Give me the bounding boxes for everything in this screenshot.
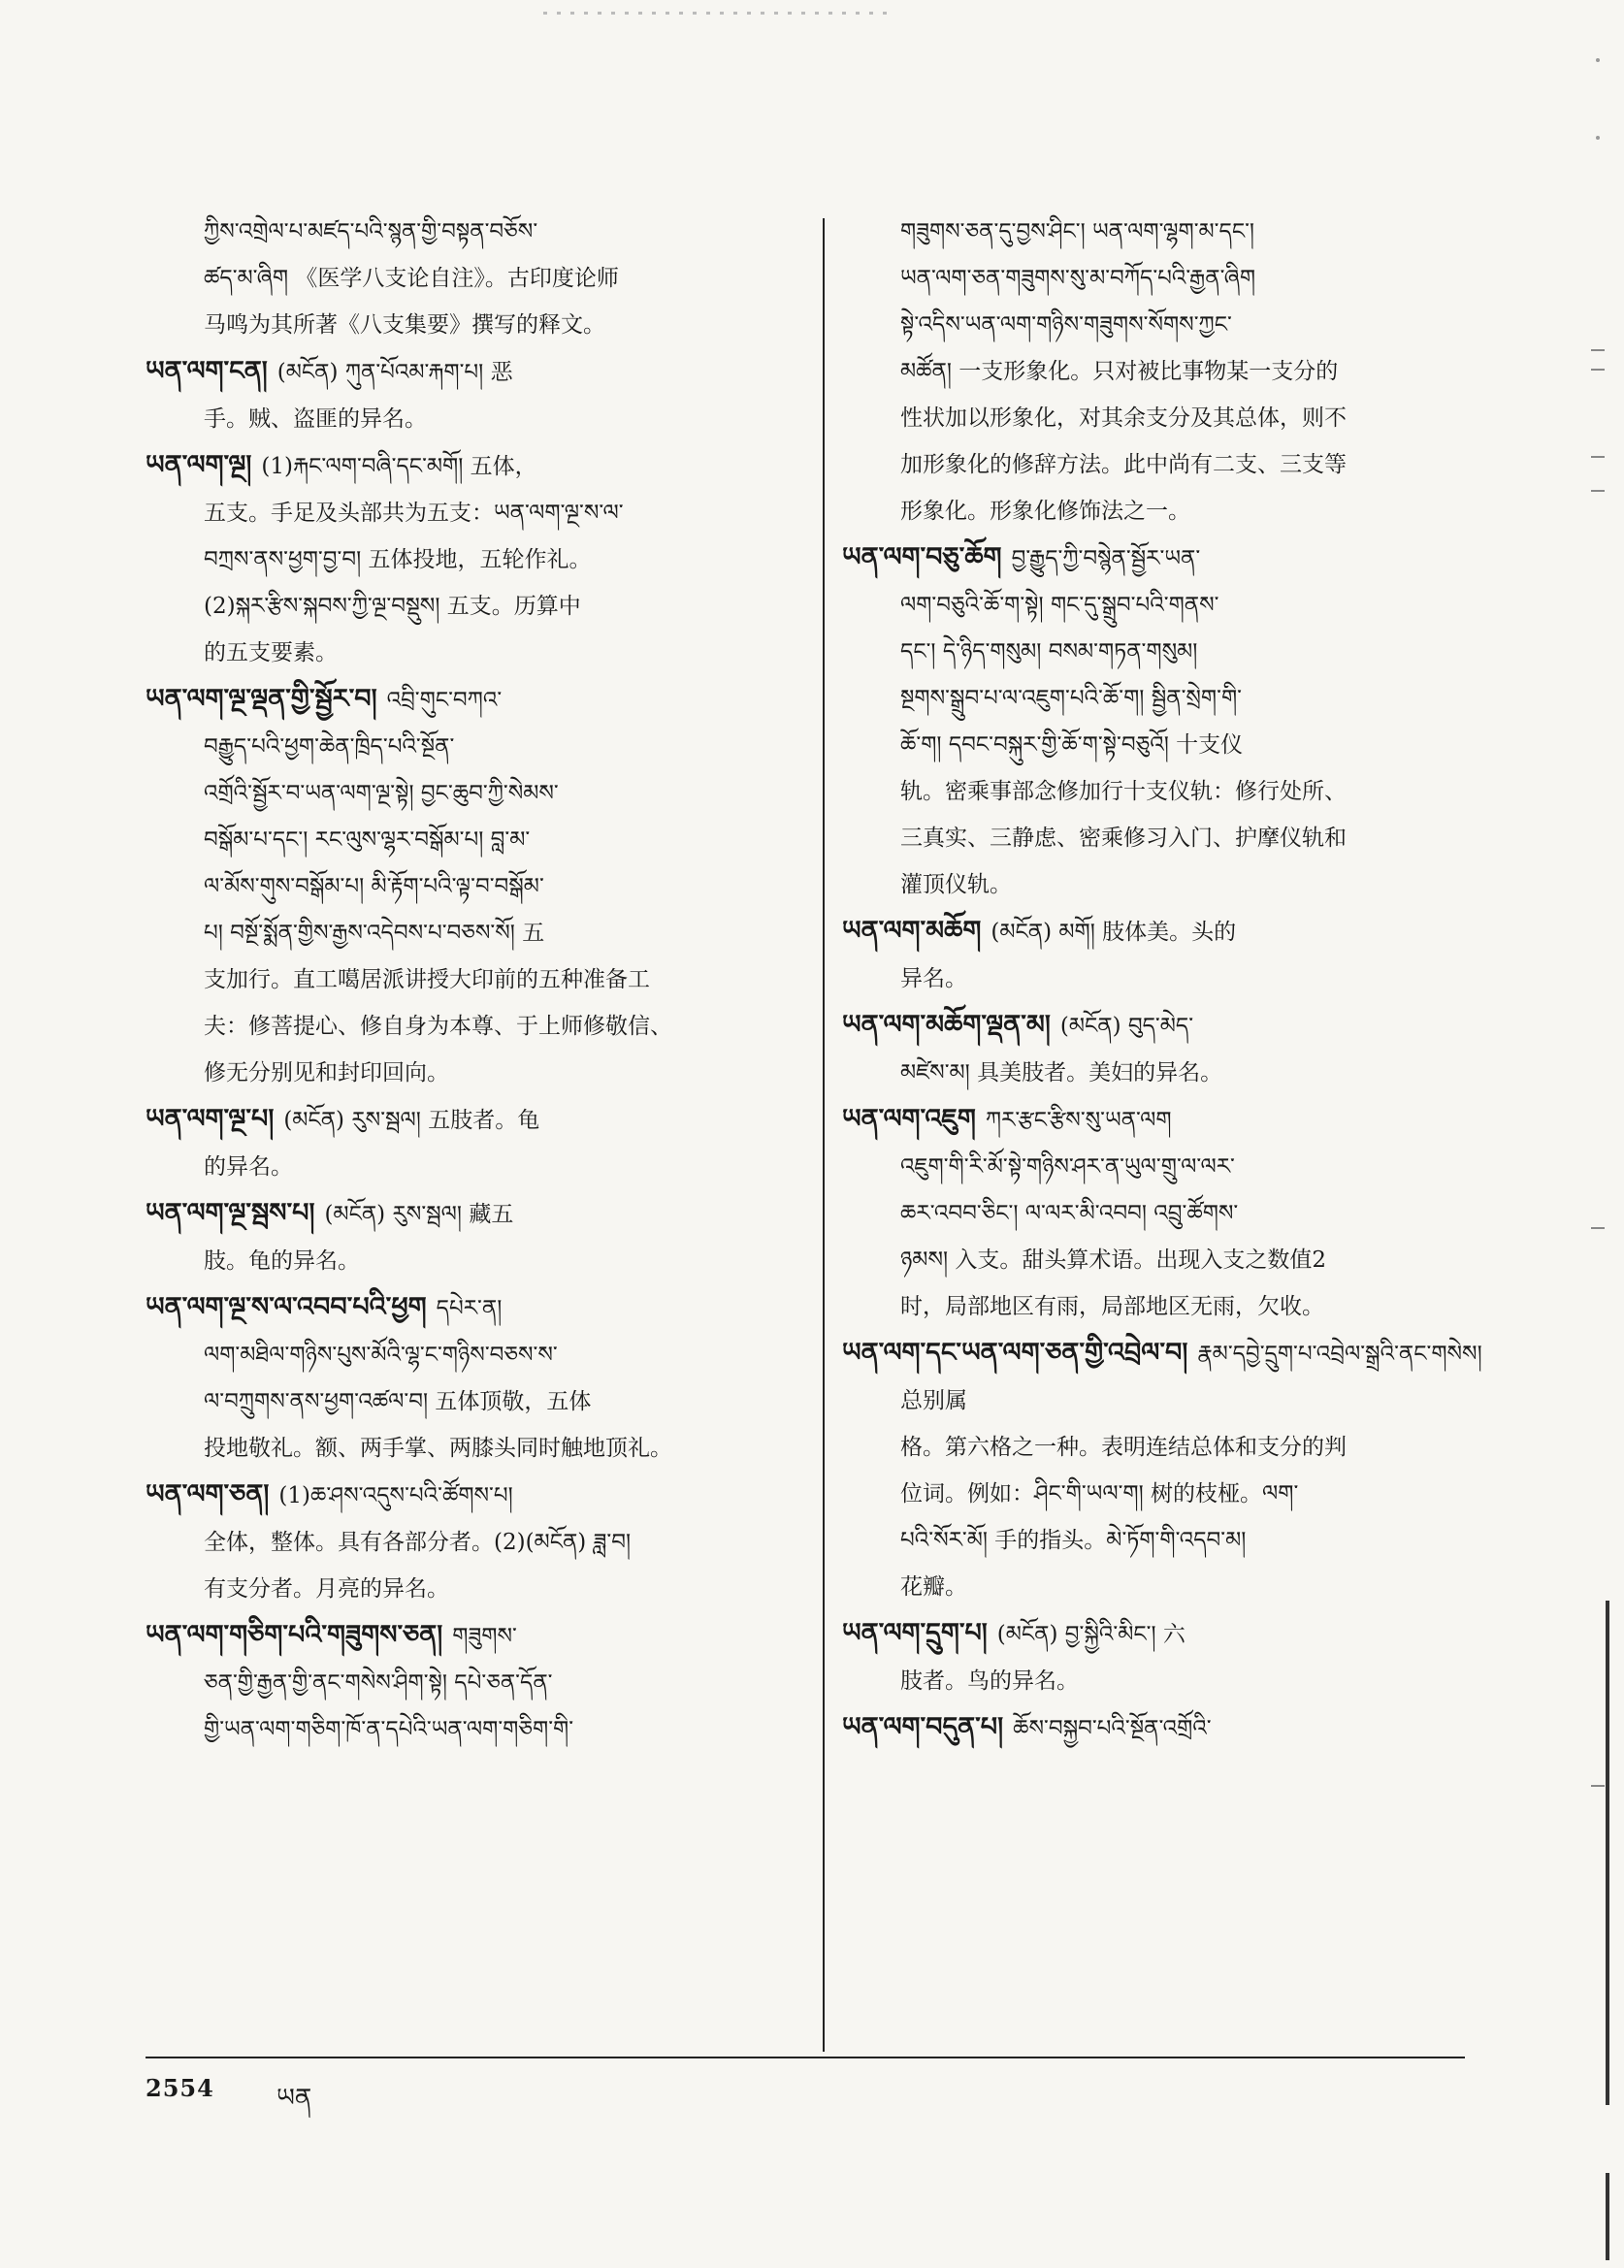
definition-text: པ། བསྔོ་སྨོན་གྱིས་རྒྱས་འདེབས་པ་བཅས་སོ། 五	[204, 921, 545, 946]
dictionary-entry	[842, 1704, 1487, 1752]
definition-text: འགྲོའི་སྦྱོར་བ་ཡན་ལག་ལྔ་སྟེ། བྱང་ཆུབ་ཀྱི་སེམས་	[204, 781, 559, 806]
definition-text: 花瓣。	[900, 1574, 967, 1600]
definition-text: 加形象化的修辞方法。此中尚有二支、三支等	[900, 452, 1347, 477]
entry-line	[900, 488, 1487, 535]
definition-text: 夫：修菩提心、修自身为本尊、于上师修敬信、	[204, 1014, 672, 1039]
definition-text: 马鸣为其所著《八支集要》撰写的释文。	[204, 312, 605, 338]
dictionary-entry	[146, 1284, 805, 1472]
definition-text: བྱ་རྒྱུད་ཀྱི་བསྙེན་སྦྱོར་ཡན་	[1011, 546, 1201, 571]
entry-line	[146, 1190, 805, 1238]
scan-dot	[1596, 136, 1600, 140]
dictionary-entry	[146, 1612, 805, 1753]
entry-line	[146, 348, 805, 396]
entry-line	[204, 956, 805, 1003]
headword: ཡན་ལག་ལྔ་ལྡན་གྱི་སྦྱོར་བ།	[146, 684, 377, 714]
definition-text: ཉམས། 入支。甜头算术语。出现入支之数值2	[900, 1247, 1327, 1273]
definition-text: ཆར་འབབ་ཅིང་། ལ་ལར་མི་འབབ། འབྲུ་ཚོགས་	[900, 1201, 1239, 1226]
dictionary-entry	[842, 908, 1487, 1002]
definition-text: 形象化。形象化修饰法之一。	[900, 499, 1190, 524]
definition-text: ལག་བཅུའི་ཆོ་ག་སྟེ། གང་དུ་སྒྲུབ་པའི་གནས་	[900, 593, 1219, 618]
definition-text: 肢者。鸟的异名。	[900, 1669, 1079, 1694]
scan-dot	[1596, 58, 1600, 62]
definition-text: གྱི་ཡན་ལག་གཅིག་ཁོ་ན་དཔེའི་ཡན་ལག་གཅིག་གི་	[204, 1717, 574, 1742]
entry-line	[204, 255, 805, 302]
definition-text: མཚོན། 一支形象化。只对被比事物某一支分的	[900, 359, 1339, 384]
entry-line	[204, 1050, 805, 1096]
entry-line	[900, 1144, 1487, 1190]
edge-tick	[1591, 490, 1605, 492]
entry-line	[900, 582, 1487, 629]
entry-line	[204, 1566, 805, 1612]
headword: ཡན་ལག་དང་ཡན་ལག་ཅན་གྱི་འབྲེལ་བ།	[842, 1338, 1188, 1368]
definition-text: འབྲི་གུང་བཀའ་	[386, 688, 503, 713]
entry-line	[900, 1050, 1487, 1096]
entry-line	[900, 1658, 1487, 1704]
entry-line	[204, 630, 805, 676]
entry-line	[204, 1144, 805, 1190]
definition-text: སྔགས་སྒྲུབ་པ་ལ་འཇུག་པའི་ཆོ་ག། སྦྱིན་སྲེག་གི་	[900, 686, 1242, 711]
entry-line	[900, 1424, 1487, 1471]
definition-text: པའི་སོར་མོ། 手的指头。མེ་ཏོག་གི་འདབ་མ།	[900, 1528, 1247, 1553]
definition-text: 轨。密乘事部念修加行十支仪轨：修行处所、	[900, 779, 1347, 804]
entry-line	[204, 724, 805, 770]
definition-text: 格。第六格之一种。表明连结总体和支分的判	[900, 1435, 1347, 1460]
definition-text: 位词。例如：ཤིང་གི་ཡལ་ག། 树的枝桠。ལག་	[900, 1481, 1299, 1507]
definition-text: བཀྲས་ནས་ཕྱག་བྱ་བ། 五体投地，五轮作礼。	[204, 547, 592, 572]
entry-line	[204, 863, 805, 910]
definition-text: ཆོས་བསྐྱབ་པའི་སྔོན་འགྲོའི་	[1013, 1716, 1212, 1741]
definition-text: 修无分别见和封印回向。	[204, 1060, 449, 1085]
definition-text: 五支。手足及头部共为五支：ཡན་ལག་ལྔ་ས་ལ་	[204, 501, 624, 526]
entry-line	[146, 1612, 805, 1660]
definition-text: གཟུགས་	[452, 1624, 517, 1649]
dictionary-entry	[146, 1190, 805, 1284]
entry-line	[146, 442, 805, 490]
entry-line	[842, 1330, 1487, 1424]
dictionary-entry	[842, 1330, 1487, 1610]
definition-text: 投地敬礼。额、两手掌、两膝头同时触地顶礼。	[204, 1436, 672, 1461]
footer-rule	[146, 2057, 1465, 2058]
definition-text: 异名。	[900, 966, 967, 991]
entry-continuation	[146, 209, 805, 348]
definition-text: 肢。龟的异名。	[204, 1248, 360, 1274]
entry-line	[900, 1283, 1487, 1330]
definition-text: 手。贼、盗匪的异名。	[204, 406, 427, 432]
entry-line	[146, 676, 805, 724]
entry-line	[204, 1519, 805, 1566]
entry-line	[146, 1096, 805, 1144]
entry-line	[204, 770, 805, 817]
entry-continuation	[842, 209, 1487, 535]
definition-text: 支加行。直工噶居派讲授大印前的五种准备工	[204, 967, 650, 992]
headword: ཡན་ལག་མཆོག་ལྡན་མ།	[842, 1010, 1051, 1040]
definition-text: ཀར་རྩང་རྩིས་སུ་ཡན་ལག	[985, 1108, 1172, 1133]
definition-text: (མངོན) མགོ། 肢体美。头的	[991, 920, 1237, 945]
entry-line	[900, 1471, 1487, 1517]
definition-text: (མངོན) བུད་མེད་	[1059, 1014, 1194, 1039]
definition-text: (1)ཆ་ཤས་འདུས་པའི་ཚོགས་པ།	[278, 1483, 513, 1508]
edge-tick	[1591, 1227, 1605, 1229]
entry-line	[900, 722, 1487, 768]
entry-line	[842, 1610, 1487, 1658]
edge-tick	[1591, 1785, 1605, 1787]
entry-line	[900, 441, 1487, 488]
dictionary-entry	[842, 1002, 1487, 1096]
definition-text: 的异名。	[204, 1154, 293, 1180]
entry-line	[204, 209, 805, 255]
definition-text: (མངོན) རུས་སྦལ། 五肢者。龟	[283, 1108, 540, 1133]
dictionary-entry	[146, 442, 805, 676]
definition-text: (མངོན) ཀུན་པོའམ་རྐག་པ། 恶	[276, 360, 513, 385]
entry-line	[900, 815, 1487, 861]
entry-line	[900, 1190, 1487, 1237]
entry-line	[900, 629, 1487, 675]
binding-edge-bar	[1606, 1601, 1609, 2105]
entry-line	[842, 1704, 1487, 1752]
entry-line	[204, 910, 805, 956]
definition-text: (2)སྐར་རྩིས་སྐབས་ཀྱི་ལྔ་བསྡུས། 五支。历算中	[204, 594, 581, 619]
definition-text: གཟུགས་ཅན་དུ་བྱས་ཤིང་། ཡན་ལག་ལྷག་མ་དང་།	[900, 219, 1255, 244]
entry-line	[900, 768, 1487, 815]
definition-text: སྟེ་འདིས་ཡན་ལག་གཉིས་གཟུགས་སོགས་ཀྱང་	[900, 312, 1232, 338]
definition-text: 时，局部地区有雨，局部地区无雨，欠收。	[900, 1294, 1324, 1319]
entry-line	[900, 675, 1487, 722]
headword: ཡན་ལག་བཅུ་ཆོག	[842, 542, 1002, 572]
dictionary-entry	[146, 348, 805, 442]
definition-text: ཡན་ལག་ཅན་གཟུགས་སུ་མ་བཀོད་པའི་རྒྱན་ཞིག	[900, 266, 1256, 291]
headword: ཡན་ལག་བདུན་པ།	[842, 1712, 1004, 1742]
definition-text: འཇུག་གི་རི་མོ་སྟེ་གཉིས་ཤར་ན་ཡུལ་གྲུ་ལ་ལར་	[900, 1154, 1235, 1180]
right-column	[842, 209, 1487, 1752]
headword: ཡན་ལག་ལྔ་ས་ལ་འབབ་པའི་ཕྱག	[146, 1292, 427, 1322]
entry-line	[842, 1002, 1487, 1050]
entry-line	[204, 490, 805, 536]
definition-text: 灌顶仪轨。	[900, 872, 1012, 897]
entry-line	[900, 1564, 1487, 1610]
entry-line	[146, 1472, 805, 1519]
entry-line	[842, 908, 1487, 956]
definition-text: ཚད་མ་ཞིག 《医学八支论自注》。古印度论师	[204, 266, 619, 291]
headword: ཡན་ལག་ལྔ།	[146, 450, 252, 480]
page-number: 2554	[146, 2074, 214, 2102]
definition-text: ཀྱིས་འགྲེལ་པ་མཛད་པའི་སྙན་གྱི་བསྟན་བཅོས་	[204, 219, 538, 244]
edge-tick	[1591, 369, 1605, 371]
dictionary-entry	[842, 1610, 1487, 1704]
definition-text: རྣམ་དབྱེ་དྲུག་པ་འབྲེལ་སྒྲའི་ནང་གསེས། 总别属	[900, 1342, 1482, 1413]
headword: ཡན་ལག་འཇུག	[842, 1104, 976, 1134]
definition-text: (1)རྐང་ལག་བཞི་དང་མགོ། 五体，	[261, 454, 537, 479]
definition-text: (མངོན) རུས་སྦལ། 藏五	[324, 1202, 514, 1227]
headword: ཡན་ལག་ལྔ་སྦས་པ།	[146, 1198, 315, 1228]
entry-line	[146, 1284, 805, 1332]
headword: ཡན་ལག་ཅན།	[146, 1479, 270, 1509]
definition-text: དཔེར་ན།	[436, 1296, 503, 1321]
entry-line	[900, 1237, 1487, 1283]
definition-text: 三真实、三静虑、密乘修习入门、护摩仪轨和	[900, 826, 1347, 851]
running-headword: ཡན	[276, 2084, 312, 2113]
headword: ཡན་ལག་གཅིག་པའི་གཟུགས་ཅན།	[146, 1620, 443, 1650]
definition-text: 全体，整体。具有各部分者。(2)(མངོན) ཟླ་བ།	[204, 1530, 632, 1555]
entry-line	[900, 255, 1487, 302]
entry-line	[900, 395, 1487, 441]
entry-line	[204, 1425, 805, 1472]
headword: ཡན་ལག་ངན།	[146, 356, 268, 386]
dictionary-entry	[146, 676, 805, 1096]
binding-edge-bar	[1606, 2173, 1609, 2260]
definition-text: 性状加以形象化，对其余支分及其总体，则不	[900, 405, 1347, 431]
dictionary-entry	[842, 535, 1487, 908]
entry-line	[900, 1517, 1487, 1564]
headword: ཡན་ལག་ལྔ་པ།	[146, 1104, 275, 1134]
entry-line	[204, 1660, 805, 1706]
entry-line	[842, 1096, 1487, 1144]
entry-line	[204, 1332, 805, 1378]
entry-line	[842, 535, 1487, 582]
dictionary-entry	[146, 1096, 805, 1190]
definition-text: 的五支要素。	[204, 640, 338, 665]
definition-text: བསྒོམ་པ་དང་། རང་ལུས་ལྷར་བསྒོམ་པ། བླ་མ་	[204, 827, 531, 853]
entry-line	[204, 817, 805, 863]
entry-line	[204, 583, 805, 630]
headword: ཡན་ལག་དྲུག་པ།	[842, 1618, 988, 1648]
entry-line	[204, 1003, 805, 1050]
definition-text: བརྒྱུད་པའི་ཕྱག་ཆེན་ཁྲིད་པའི་སྔོན་	[204, 734, 455, 760]
definition-text: ཆོ་ག། དབང་བསྐུར་གྱི་ཆོ་ག་སྟེ་བཅུའོ། 十支仪	[900, 732, 1244, 758]
entry-line	[204, 396, 805, 442]
entry-line	[204, 536, 805, 583]
definition-text: 有支分者。月亮的异名。	[204, 1576, 449, 1602]
entry-line	[900, 302, 1487, 348]
edge-tick	[1591, 349, 1605, 351]
left-column	[146, 209, 805, 1753]
entry-line	[204, 1706, 805, 1753]
dictionary-entry	[146, 1472, 805, 1612]
definition-text: ལ་བཀྲུགས་ནས་ཕྱག་འཚལ་བ། 五体顶敬，五体	[204, 1389, 592, 1414]
definition-text: དང་། དེ་ཉིད་གསུམ། བསམ་གཏན་གསུམ།	[900, 639, 1198, 664]
scan-top-dots	[543, 12, 893, 15]
entry-line	[900, 956, 1487, 1002]
entry-line	[900, 861, 1487, 908]
definition-text: ལ་མོས་གུས་བསྒོམ་པ། མི་རྟོག་པའི་ལྟ་བ་བསྒོམ་	[204, 874, 544, 899]
entry-line	[900, 348, 1487, 395]
edge-tick	[1591, 456, 1605, 458]
definition-text: ལག་མཐིལ་གཉིས་པུས་མོའི་ལྷ་ང་གཉིས་བཅས་ས་	[204, 1343, 558, 1368]
column-divider	[823, 218, 825, 2052]
entry-line	[204, 302, 805, 348]
dictionary-entry	[842, 1096, 1487, 1330]
entry-line	[204, 1378, 805, 1425]
definition-text: (མངོན) བྱ་སྐྱིའི་མིང་། 六	[996, 1622, 1186, 1647]
entry-line	[900, 209, 1487, 255]
definition-text: ཅན་གྱི་རྒྱན་གྱི་ནང་གསེས་ཤིག་སྟེ། དཔེ་ཅན་དོན་	[204, 1670, 553, 1696]
headword: ཡན་ལག་མཆོག	[842, 916, 982, 946]
definition-text: མཛེས་མ། 具美肢者。美妇的异名。	[900, 1060, 1223, 1085]
entry-line	[204, 1238, 805, 1284]
